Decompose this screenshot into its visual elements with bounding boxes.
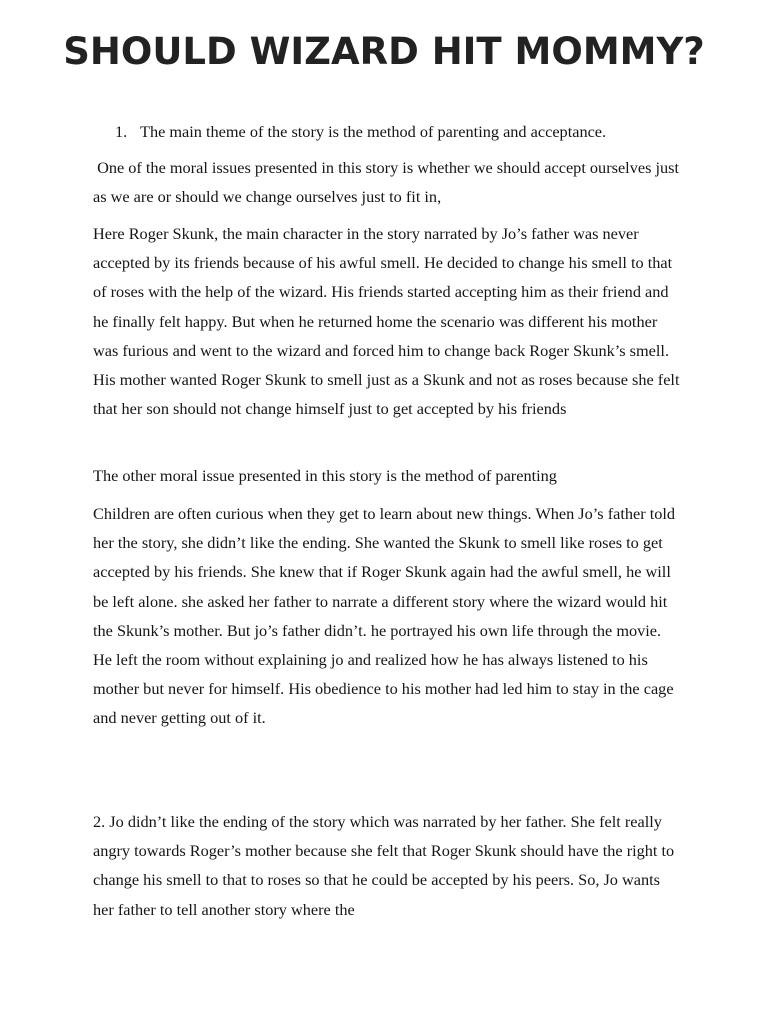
paragraph-children: Children are often curious when they get to learn about new things. When Jo’s father told her the story, she didn’t like the ending. She wanted the Skunk to smell like roses to get accepted by his friends. She knew that if Roger Skunk again had the awful smell, he will be left alone. she asked her father to narrate a different story where the wizard would hit the Skunk’s mother. But jo’s father didn’t. he portrayed his own life through the movie. He left the room without explaining jo and realized how he has always listened to his mother but never for himself. His obedience to his mother had led him to stay in the cage and never getting out of it. xyxy=(93,504,676,728)
list-item-text: The main theme of the story is the method of parenting and acceptance. xyxy=(140,122,607,141)
list-number: 1. xyxy=(115,122,128,141)
paragraph-moral-issue: One of the moral issues presented in this story is whether we should accept ourselves just as we are or should we change ourselves just to fit in, xyxy=(93,158,684,207)
numbered-list-item xyxy=(115,117,695,146)
paragraph-answer-2: 2. Jo didn’t like the ending of the story which was narrated by her father. She felt really angry towards Roger’s mother because she felt that Roger Skunk should have the right to change his smell to that to roses so that he could be accepted by his peers. So, Jo wants her father to tell another story where the xyxy=(93,812,675,919)
document-title: SHOULD WIZARD HIT MOMMY? xyxy=(63,30,705,73)
paragraph-parenting: The other moral issue presented in this story is the method of parenting xyxy=(93,466,557,485)
paragraph-roger-skunk: Here Roger Skunk, the main character in the story narrated by Jo’s father was never accepted by its friends because of his awful smell. He decided to change his smell to that of roses with the help of the wizard. His friends started accepting him as their friend and he finally felt happy. But when he returned home the scenario was different his mother was furious and went to the wizard and forced him to change back Roger Skunk’s smell. His mother wanted Roger Skunk to smell just as a Skunk and not as roses because she felt that her son should not change himself just to get accepted by his friends xyxy=(93,224,680,419)
